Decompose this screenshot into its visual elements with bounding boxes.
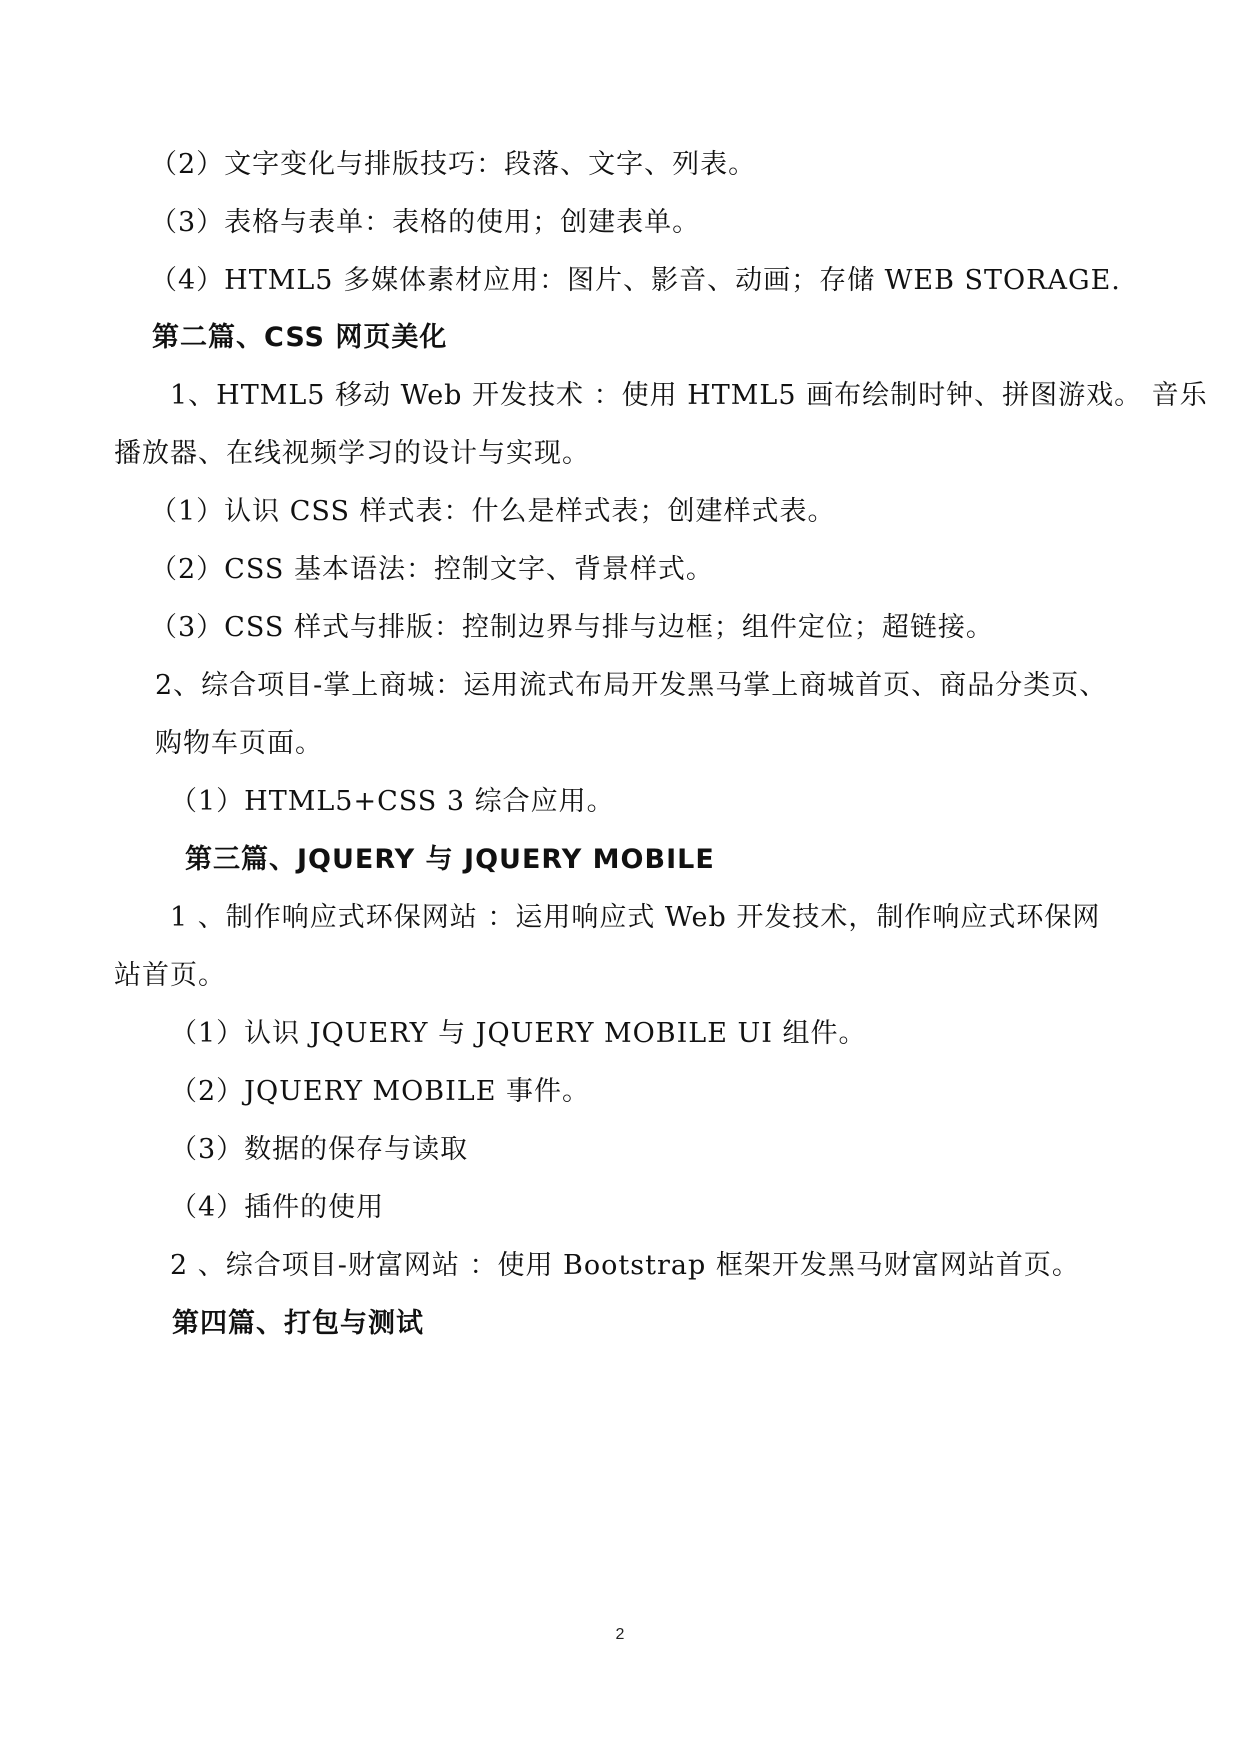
list-item-data-storage: （3）数据的保存与读取: [170, 1134, 469, 1165]
section-heading-css: 第二篇、CSS 网页美化: [152, 322, 448, 353]
list-item-jquery-events: （2）JQUERY MOBILE 事件。: [170, 1076, 591, 1107]
paragraph-responsive-site-continued: 站首页。: [114, 960, 226, 991]
section-heading-jquery: 第三篇、JQUERY 与 JQUERY MOBILE: [185, 844, 715, 875]
list-item-text-layout: （2）文字变化与排版技巧：段落、文字、列表。: [150, 149, 757, 180]
paragraph-wealth-site: 2 、综合项目-财富网站 ：使用 Bootstrap 框架开发黑马财富网站首页。: [170, 1250, 1080, 1281]
list-item-css-stylesheet: （1）认识 CSS 样式表：什么是样式表；创建样式表。: [150, 496, 836, 527]
paragraph-html5-mobile-web: 1、HTML5 移动 Web 开发技术 ：使用 HTML5 画布绘制时钟、拼图游戏。 音乐: [170, 380, 1208, 411]
page-number: 2: [615, 1626, 625, 1643]
paragraph-html5-mobile-web-continued: 播放器、在线视频学习的设计与实现。: [114, 438, 590, 469]
paragraph-responsive-site: 1 、制作响应式环保网站 ：运用响应式 Web 开发技术，制作响应式环保网: [170, 902, 1101, 933]
paragraph-mobile-mall: 2、综合项目-掌上商城：运用流式布局开发黑马掌上商城首页、商品分类页、: [155, 670, 1108, 701]
section-heading-packaging: 第四篇、打包与测试: [172, 1308, 424, 1339]
list-item-html5-media: （4）HTML5 多媒体素材应用：图片、影音、动画；存储 WEB STORAGE.: [150, 265, 1121, 296]
list-item-jquery-ui: （1）认识 JQUERY 与 JQUERY MOBILE UI 组件。: [170, 1018, 867, 1049]
paragraph-mobile-mall-continued: 购物车页面。: [155, 728, 323, 759]
list-item-css-layout: （3）CSS 样式与排版：控制边界与排与边框；组件定位；超链接。: [150, 612, 994, 643]
list-item-plugins: （4）插件的使用: [170, 1192, 385, 1223]
list-item-tables-forms: （3）表格与表单：表格的使用；创建表单。: [150, 207, 701, 238]
list-item-html5-css3: （1）HTML5+CSS 3 综合应用。: [170, 786, 615, 817]
list-item-css-syntax: （2）CSS 基本语法：控制文字、背景样式。: [150, 554, 714, 585]
